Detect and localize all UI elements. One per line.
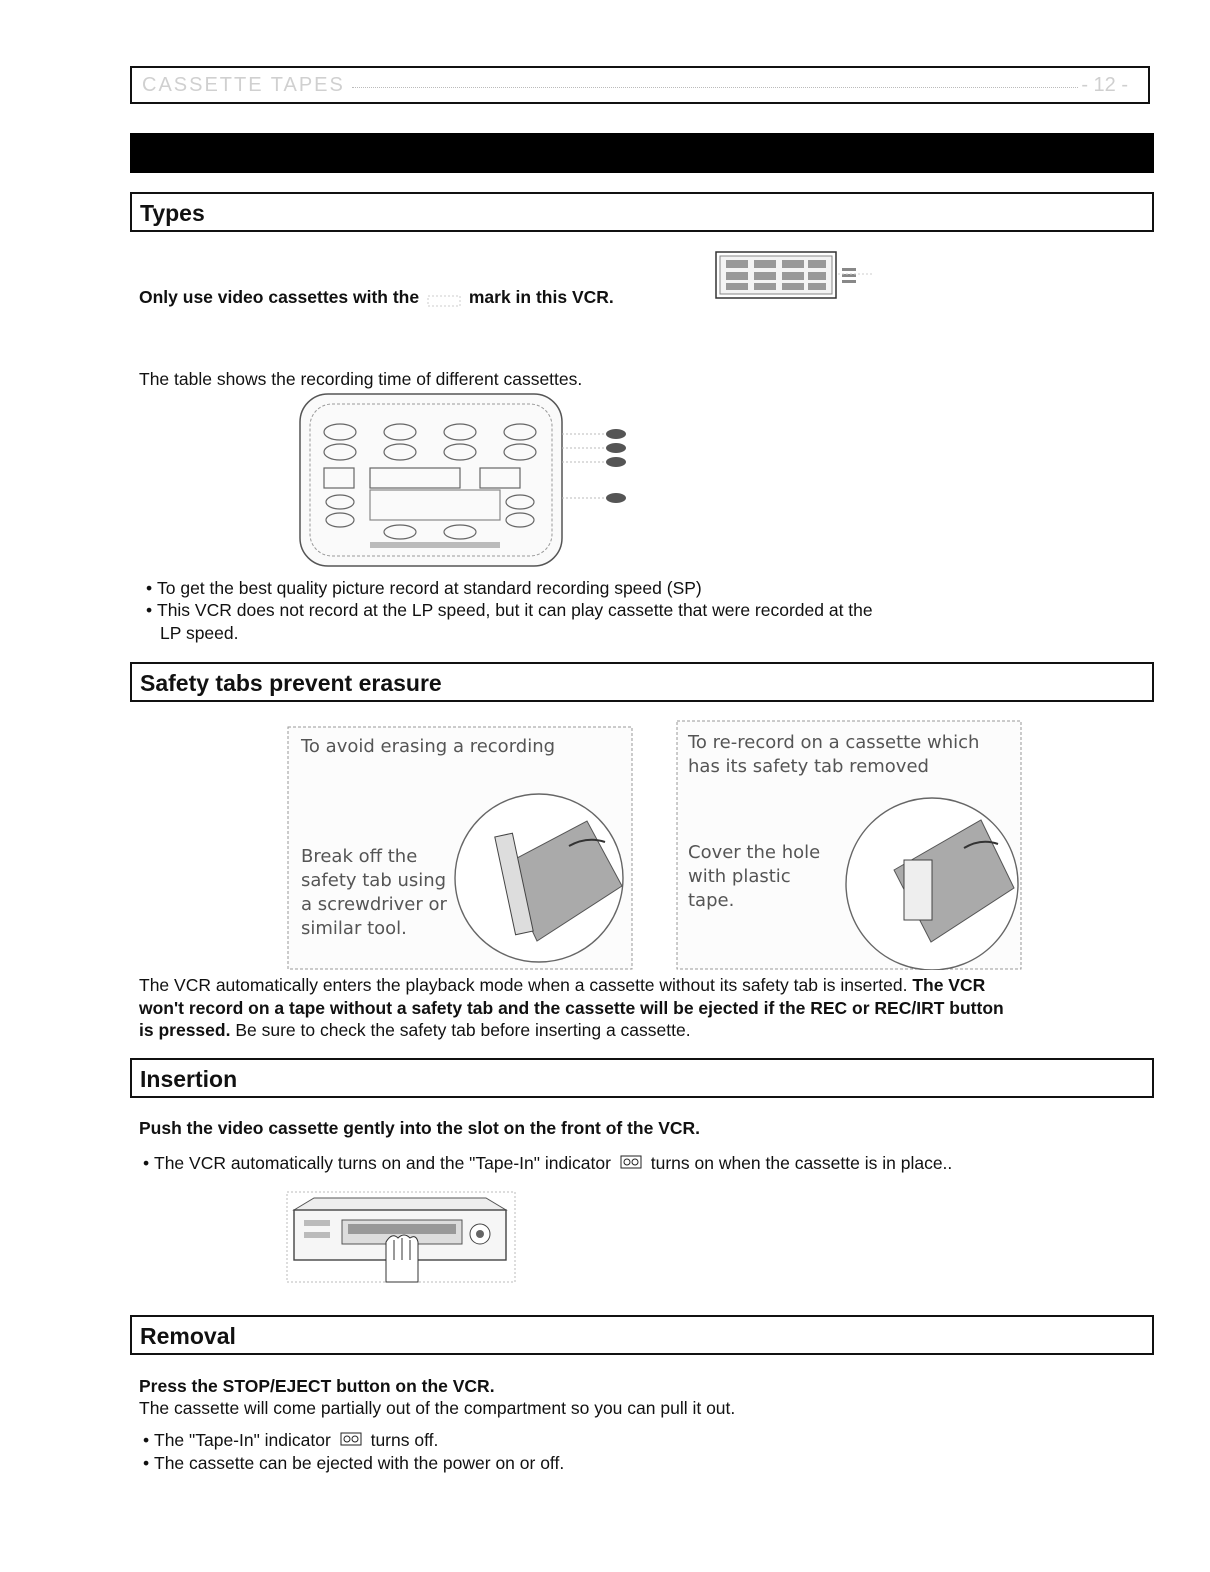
removal-line: The cassette will come partially out of the compartment so you can pull it out.: [139, 1398, 736, 1418]
section-title-safety: Safety tabs prevent erasure: [140, 670, 442, 696]
insertion-bullet: [143, 1152, 952, 1174]
panel-left-line-4: similar tool.: [301, 918, 407, 939]
safety-panel-cover-hole: [676, 720, 1022, 975]
section-types: [130, 192, 1154, 232]
panel-right-line-1: Cover the hole: [688, 842, 821, 863]
vhs-mark-icon: [424, 291, 464, 305]
safety-para-line-3-bold: is pressed.: [139, 1020, 231, 1040]
mark-line-after: mark in this VCR.: [468, 287, 614, 307]
header-leader-dots: [352, 87, 1078, 88]
panel-left-title: To avoid erasing a recording: [301, 736, 556, 757]
safety-para-line-3: [139, 1019, 691, 1041]
section-removal: [130, 1315, 1154, 1355]
panel-left-line-1: Break off the: [301, 846, 418, 867]
section-insertion: [130, 1058, 1154, 1098]
types-bullet-2-continuation: LP speed.: [160, 623, 239, 643]
safety-para-line-3-normal: Be sure to check the safety tab before inserting a cassette.: [235, 1020, 691, 1040]
types-bullet-2: • This VCR does not record at the LP speed, but it can play cassette that were recorded at the: [146, 599, 873, 621]
panel-right-title-2: has its safety tab removed: [688, 756, 929, 777]
safety-para-line-2: won't record on a tape without a safety tab and the cassette will be ejected if the REC or REC/IRT button: [139, 998, 1004, 1018]
tape-in-indicator-icon: [340, 1429, 362, 1451]
insertion-bullet-before: • The VCR automatically turns on and the "Tape-In" indicator: [143, 1153, 611, 1173]
safety-para-line-1: [139, 974, 985, 996]
insertion-instruction: Push the video cassette gently into the slot on the front of the VCR.: [139, 1118, 701, 1138]
removal-bullet-2: • The cassette can be ejected with the power on or off.: [143, 1452, 564, 1474]
removal-bullet-1-before: • The "Tape-In" indicator: [143, 1430, 331, 1450]
panel-right-line-2: with plastic: [688, 866, 791, 887]
safety-para-line-1-normal: The VCR automatically enters the playback mode when a cassette without its safety tab is inserted.: [139, 975, 908, 995]
header-title: CASSETTE TAPES: [142, 74, 345, 96]
panel-right-line-3: tape.: [688, 890, 735, 911]
panel-left-line-3: a screwdriver or: [301, 894, 447, 915]
remote-control-illustration: [290, 390, 640, 575]
safety-panel-break-tab: [287, 726, 633, 975]
removal-bullet-1-after: turns off.: [370, 1430, 439, 1450]
safety-para-line-1-bold: The VCR: [912, 975, 986, 995]
tape-in-indicator-icon: [620, 1152, 642, 1174]
vhs-logo-illustration: [714, 246, 884, 307]
removal-bullet-1: [143, 1429, 438, 1451]
removal-instruction: Press the STOP/EJECT button on the VCR.: [139, 1376, 495, 1396]
page-number: - 12 -: [1081, 74, 1128, 96]
section-title-removal: Removal: [140, 1323, 236, 1349]
insertion-bullet-after: turns on when the cassette is in place..: [650, 1153, 953, 1173]
section-safety-tabs: [130, 662, 1154, 702]
section-title-insertion: Insertion: [140, 1066, 238, 1092]
panel-right-title-1: To re-record on a cassette which: [688, 732, 980, 753]
mark-line-before: Only use video cassettes with the: [139, 287, 420, 307]
table-intro-text: The table shows the recording time of different cassettes.: [139, 369, 583, 389]
vhs-mark-instruction: [139, 286, 614, 308]
page-header: [130, 66, 1150, 104]
types-bullet-1: • To get the best quality picture record at standard recording speed (SP): [146, 577, 702, 599]
section-title-types: Types: [140, 200, 205, 226]
vcr-insertion-illustration: [286, 1190, 516, 1291]
panel-left-line-2: safety tab using: [301, 870, 447, 891]
black-title-bar: [130, 133, 1154, 173]
